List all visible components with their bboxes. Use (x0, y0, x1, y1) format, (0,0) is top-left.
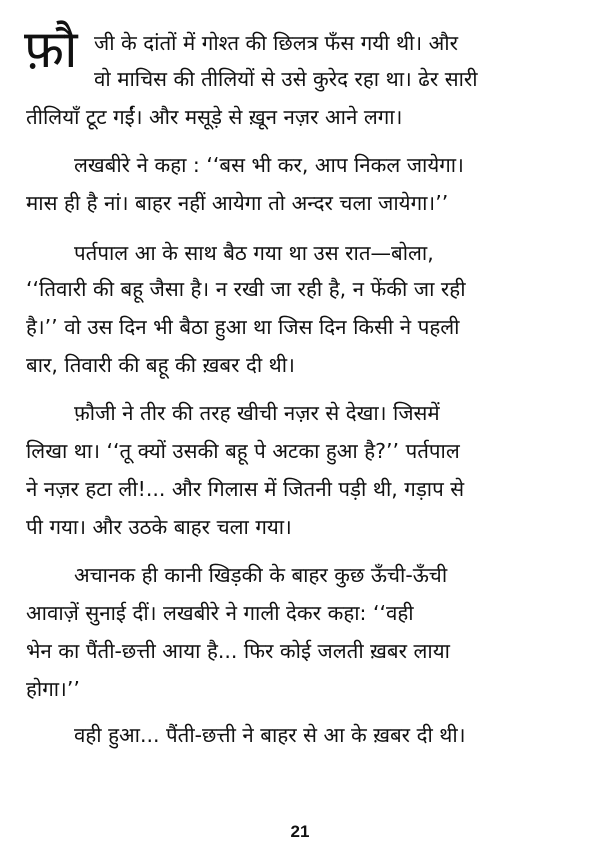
text-line-9: बार, तिवारी की बहू की ख़बर दी थी। (26, 353, 295, 377)
text-line-7: ‘‘तिवारी की बहू जैसा है। न रखी जा रही है, न फेंकी जा रही (26, 277, 466, 301)
page-number: 21 (290, 822, 310, 841)
text-line-12: ने नज़र हटा ली!... और गिलास में जितनी पड़ी थी, गड़ाप से (26, 477, 465, 501)
text-line-14: अचानक ही कानी खिड़की के बाहर कुछ ऊँची-ऊँची (74, 563, 448, 587)
text-line-2: वो माचिस की तीलियों से उसे कुरेद रहा था। ढेर सारी (94, 67, 478, 91)
text-line-4: लखबीरे ने कहा : ‘‘बस भी कर, आप निकल जायेगा। (74, 153, 464, 177)
text-line-17: होगा।’’ (26, 677, 80, 701)
drop-cap: फ़ौ (24, 20, 78, 80)
text-line-10: फ़ौजी ने तीर की तरह खीची नज़र से देखा। जिसमें (74, 401, 440, 425)
text-line-1: जी के दांतों में गोश्त की छिलत्र फँस गयी थी। और (94, 31, 459, 55)
text-line-11: लिखा था। ‘‘तू क्यों उसकी बहू पे अटका हुआ है?’’ पर्तपाल (26, 439, 460, 463)
text-line-18: वही हुआ... पैंती-छत्ती ने बाहर से आ के ख़बर दी थी। (74, 723, 466, 747)
page-body (26, 16, 578, 816)
text-line-3: तीलियाँ टूट गईं। और मसूड़े से ख़ून नज़र आने लगा। (26, 105, 403, 129)
text-line-15: आवाज़ें सुनाई दीं। लखबीरे ने गाली देकर कहा: ‘‘वही (26, 601, 414, 625)
text-line-13: पी गया। और उठके बाहर चला गया। (26, 515, 292, 539)
text-line-5: मास ही है नां। बाहर नहीं आयेगा तो अन्दर चला जायेगा।’’ (26, 191, 449, 215)
text-line-16: भेन का पैंती-छत्ती आया है... फिर कोई जलती ख़बर लाया (26, 639, 450, 663)
text-line-8: है।’’ वो उस दिन भी बैठा हुआ था जिस दिन किसी ने पहली (26, 315, 460, 339)
text-line-6: पर्तपाल आ के साथ बैठ गया था उस रात—बोला, (74, 241, 434, 265)
